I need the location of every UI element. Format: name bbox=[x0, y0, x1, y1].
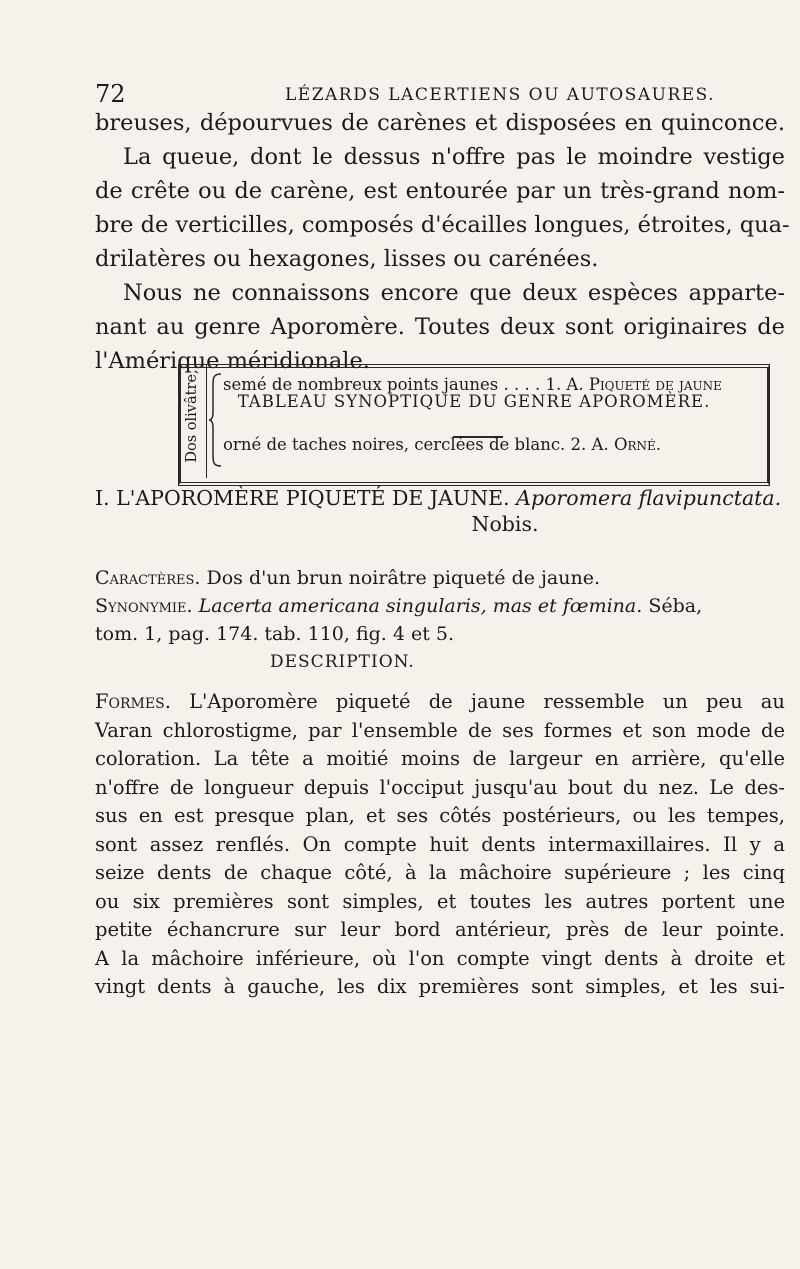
text-line: breuses, dépourvues de carènes et disposées en quinconce. bbox=[95, 110, 785, 136]
text-line: ou six premières sont simples, et toutes les autres portent une bbox=[95, 889, 785, 913]
running-head: LÉZARDS LACERTIENS OU AUTOSAURES. bbox=[285, 85, 716, 105]
text-line: n'offre de longueur depuis l'occiput jusqu'au bout du nez. Le des- bbox=[95, 775, 785, 799]
paragraph-forms bbox=[95, 688, 785, 1002]
synonymy-author: Séba, bbox=[648, 595, 703, 617]
synonymy-latin: Lacerta americana singularis, mas et fœmina. bbox=[198, 595, 643, 617]
synonymy-line bbox=[95, 592, 785, 620]
description-heading: DESCRIPTION. bbox=[270, 652, 415, 672]
table-title: TABLEAU SYNOPTIQUE DU GENRE APOROMÈRE. bbox=[237, 392, 711, 411]
paragraph-scales bbox=[95, 106, 790, 276]
forms-label: Formes. bbox=[95, 690, 171, 713]
species-title: I. L'APOROMÈRE PIQUETÉ DE JAUNE. bbox=[95, 486, 510, 510]
text-line: l'Amérique méridionale. bbox=[95, 348, 370, 374]
row1-species-name: Piqueté de jaune bbox=[588, 375, 722, 394]
brace-icon bbox=[208, 372, 222, 468]
page-number: 72 bbox=[95, 80, 126, 108]
text-line: seize dents de chaque côté, à la mâchoire supérieure ; les cinq bbox=[95, 861, 785, 884]
characters-synonymy bbox=[95, 564, 785, 648]
text-line: sont assez renflés. On compte huit dents intermaxillaires. Il y a bbox=[95, 832, 785, 856]
text-line: Varan chlorostigme, par l'ensemble de ses formes et son mode de bbox=[95, 718, 785, 742]
table-row-2 bbox=[223, 435, 661, 454]
synonymy-label: Synonymie. bbox=[95, 595, 193, 617]
species-heading bbox=[95, 486, 785, 536]
table-row-label bbox=[180, 364, 207, 478]
species-author: Nobis. bbox=[471, 512, 539, 536]
vertical-label-text: Dos olivâtre, bbox=[184, 369, 200, 463]
characters-line bbox=[95, 564, 785, 592]
text-line: Nous ne connaissons encore que deux espèces apparte- bbox=[123, 280, 785, 306]
text-line bbox=[95, 688, 785, 717]
characters-label: Caractères. bbox=[95, 567, 201, 589]
table-row-1 bbox=[223, 375, 722, 394]
text-line: de crête ou de carène, est entourée par un très-grand nom- bbox=[95, 178, 785, 204]
row2-species-name: Orné. bbox=[613, 435, 662, 454]
table-body bbox=[178, 364, 764, 478]
text-line: A la mâchoire inférieure, où l'on compte vingt dents à droite et bbox=[95, 946, 785, 970]
synonymy-reference: tom. 1, pag. 174. tab. 110, fig. 4 et 5. bbox=[95, 623, 455, 645]
species-latin-name: Aporomera flavipunctata. bbox=[516, 486, 782, 510]
row1-text: semé de nombreux points jaunes . . . . 1. A. bbox=[223, 375, 584, 394]
text-line: petite échancrure sur leur bord antérieur, près de leur pointe. bbox=[95, 918, 785, 941]
text-line: nant au genre Aporomère. Toutes deux sont originaires de bbox=[95, 314, 785, 340]
text-line: bre de verticilles, composés d'écailles longues, étroites, qua- bbox=[95, 212, 790, 238]
text-line: vingt dents à gauche, les dix premières sont simples, et les sui- bbox=[95, 975, 785, 998]
row2-text: orné de taches noires, cerclées de blanc. 2. A. bbox=[223, 435, 609, 454]
text-line: drilatères ou hexagones, lisses ou carénées. bbox=[95, 246, 599, 272]
text-line: coloration. La tête a moitié moins de largeur en arrière, qu'elle bbox=[95, 747, 785, 770]
forms-first-line: L'Aporomère piqueté de jaune ressemble un peu au bbox=[189, 690, 785, 713]
text-line: La queue, dont le dessus n'offre pas le moindre vestige bbox=[123, 144, 785, 170]
text-line: sus en est presque plan, et ses côtés postérieurs, ou les tempes, bbox=[95, 804, 785, 827]
characters-text: Dos d'un brun noirâtre piqueté de jaune. bbox=[206, 567, 600, 589]
